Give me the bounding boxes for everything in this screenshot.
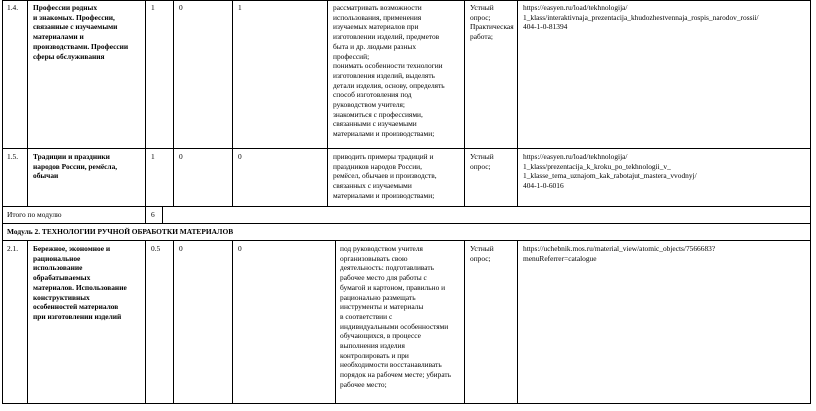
control-forms: Устный опрос; xyxy=(470,152,494,171)
row-divider xyxy=(2,223,811,224)
table-border-left xyxy=(2,0,3,404)
row-divider xyxy=(2,148,811,149)
module-heading: Модуль 2. ТЕХНОЛОГИИ РУЧНОЙ ОБРАБОТКИ МАТЕРИАЛОВ xyxy=(7,227,234,236)
hours-practice: 1 xyxy=(238,3,242,12)
topic-title: Профессии родных и знакомых. Профессии, связанные с изучаемыми материалами и производствами. Профессии сферы обслуживания xyxy=(33,3,129,61)
row-divider xyxy=(2,240,811,241)
row-number: 2.1. xyxy=(7,244,19,253)
activities-text: под руководством учителя организовывать свою деятельность: подготавливать рабочее место для работы с бумагой и картоном, правильно и рационально размещать инструменты и материалы в соответствии с индивидуальными особенностями обучающихся, в процессе выполнения изделия контролировать и при необходимости восстанавливать порядок на рабочем месте; убирать рабочее место; xyxy=(340,244,452,389)
topic-title: Традиции и праздники народов России, ремёсла, обычаи xyxy=(33,152,118,181)
resource-link[interactable]: https://uchebnik.mos.ru/material_view/atomic_objects/7566683? menuReferrer=catalogue xyxy=(523,244,716,263)
table-border-bottom xyxy=(2,403,811,404)
column-divider xyxy=(327,0,328,206)
hours-total: 1 xyxy=(151,152,155,161)
resource-link[interactable]: https://easyen.ru/load/tekhnologija/ 1_klass/interaktivnaja_prezentacija_khudozhestvennaja_rospis_narodov_rossii/ 404-1-0-81394 xyxy=(523,3,759,32)
column-divider xyxy=(27,0,28,206)
column-divider xyxy=(517,240,518,404)
hours-practice: 0 xyxy=(238,244,242,253)
column-divider xyxy=(162,206,163,223)
column-divider xyxy=(173,240,174,404)
activities-text: рассматривать возможности использования, применения изучаемых материалов при изготовлении изделий, предметов быта и др. людьми разных профессий; понимать особенности технологии изготовления изделий, выделять детали изделия, основу, определять способ изготовления под руководством учителя; знакомиться с профессиями, связанными с изучаемыми материалами и производствами; xyxy=(333,3,445,139)
row-divider xyxy=(2,206,811,207)
column-divider xyxy=(335,240,336,404)
activities-text: приводить примеры традиций и праздников народов России, ремёсел, обычаев и производств, связанных с изучаемыми материалами и производствами; xyxy=(333,152,437,200)
column-divider xyxy=(232,0,233,206)
row-number: 1.4. xyxy=(7,3,19,12)
column-divider xyxy=(232,240,233,404)
column-divider xyxy=(173,0,174,206)
subtotal-label: Итого по модулю xyxy=(7,210,62,219)
hours-control: 0 xyxy=(179,244,183,253)
row-number: 1.5. xyxy=(7,152,19,161)
control-forms: Устный опрос; Практическая работа; xyxy=(470,3,514,42)
topic-title: Бережное, экономное и рациональное использование обрабатываемых материалов. Использование конструктивных особенностей материалов при изготовлении изделий xyxy=(33,244,127,321)
table-border-right xyxy=(810,0,811,404)
subtotal-value: 6 xyxy=(151,210,155,219)
column-divider xyxy=(27,240,28,404)
control-forms: Устный опрос; xyxy=(470,244,494,263)
hours-total: 1 xyxy=(151,3,155,12)
resource-link[interactable]: https://easyen.ru/load/tekhnologija/ 1_klass/prezentacija_k_kroku_po_tekhnologii_v_ 1_klasse_tema_uznajom_kak_rabotajut_mastera_vvodnyj/ 404-1-0-6016 xyxy=(523,152,697,191)
hours-total: 0.5 xyxy=(151,244,161,253)
hours-control: 0 xyxy=(179,152,183,161)
table-border-top xyxy=(2,0,811,1)
hours-practice: 0 xyxy=(238,152,242,161)
hours-control: 0 xyxy=(179,3,183,12)
